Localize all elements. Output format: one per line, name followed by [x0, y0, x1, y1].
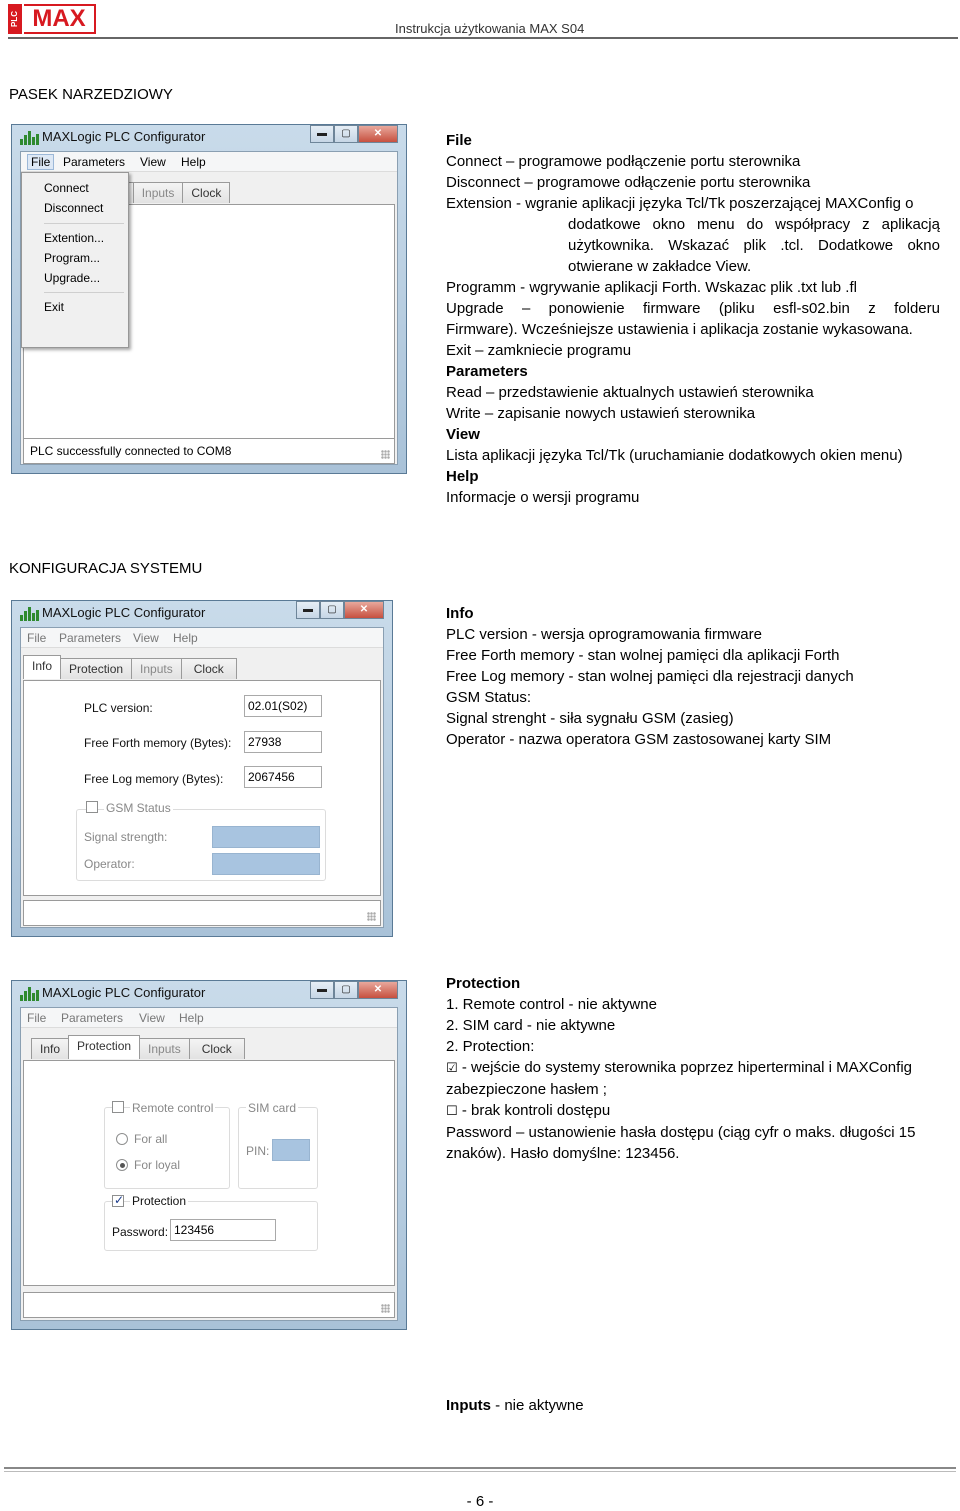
operator-label: Operator: [84, 857, 135, 871]
menu-parameters[interactable]: Parameters [59, 631, 122, 645]
inputs-description [446, 1395, 940, 1416]
tab-inputs[interactable]: Inputs [133, 182, 184, 203]
text-line [446, 1057, 940, 1079]
minimize-button[interactable]: ▬ [296, 601, 320, 619]
text-line: Read – przedstawienie aktualnych ustawień sterownika [446, 384, 814, 401]
menu-help[interactable]: Help [181, 155, 206, 169]
text-line: Free Forth memory - stan wolnej pamięci dla aplikacji Forth [446, 647, 840, 664]
for-loyal-label: For loyal [134, 1158, 181, 1172]
text-line: Lista aplikacji języka Tcl/Tk (uruchamianie dodatkowych okien menu) [446, 447, 903, 464]
pin-label: PIN: [246, 1144, 270, 1158]
text-line: Write – zapisanie nowych ustawień sterownika [446, 405, 756, 422]
configurator-window-info [11, 600, 393, 937]
status-text: PLC successfully connected to COM8 [30, 444, 232, 458]
app-icon [20, 987, 40, 1001]
text-line: Exit – zamkniecie programu [446, 342, 632, 359]
menu-parameters[interactable]: Parameters [63, 155, 126, 169]
for-all-label: For all [134, 1132, 168, 1146]
parameters-heading: Parameters [446, 363, 528, 380]
plc-version-field[interactable]: 02.01(S02) [244, 695, 322, 717]
text-line: zabezpieczone hasłem ; [446, 1081, 607, 1098]
empty-box-icon: ☐ [446, 1104, 458, 1119]
inputs-heading: Inputs [446, 1397, 491, 1414]
menu-item-program[interactable]: Program... [44, 251, 101, 265]
resize-grip-icon[interactable] [367, 912, 376, 921]
text-line: Operator - nazwa operatora GSM zastosowanej karty SIM [446, 731, 832, 748]
text-line: Disconnect – programowe odłączenie portu sterownika [446, 174, 811, 191]
window-title: MAXLogic PLC Configurator [42, 985, 206, 1000]
text-line: Password – ustanowienie hasła dostępu (ciąg cyfr o maks. długości 15 [446, 1124, 916, 1141]
plc-version-label: PLC version: [84, 701, 153, 715]
forth-memory-label: Free Forth memory (Bytes): [84, 736, 232, 750]
file-dropdown-menu [21, 172, 129, 348]
menu-file[interactable]: File [27, 1011, 47, 1025]
tab-clock[interactable]: Clock [182, 182, 230, 203]
tab-strip [31, 1038, 244, 1060]
page-header [0, 0, 960, 40]
section-title-config: KONFIGURACJA SYSTEMU [9, 560, 203, 577]
config-description [446, 603, 940, 750]
text-line: dodatkowe okno menu do współpracy z aplikacją [568, 216, 940, 233]
maximize-button[interactable]: ▢ [334, 981, 358, 999]
configurator-window-menu [11, 124, 407, 474]
remote-control-label: Remote control [132, 1101, 214, 1115]
for-all-radio[interactable] [116, 1133, 128, 1145]
gsm-status-label: GSM Status [106, 801, 171, 815]
remote-control-checkbox[interactable] [112, 1101, 124, 1113]
app-icon [20, 131, 40, 145]
tab-strip [117, 182, 229, 204]
menu-help[interactable]: Help [179, 1011, 204, 1025]
window-client [20, 627, 384, 928]
protection-heading: Protection [446, 975, 521, 992]
text-line: PLC version - wersja oprogramowania firmware [446, 626, 762, 643]
text-line: 2. Protection: [446, 1038, 535, 1055]
menu-view[interactable]: View [133, 631, 159, 645]
file-heading: File [446, 132, 472, 149]
menu-separator [44, 292, 124, 293]
info-tab-panel [23, 680, 381, 896]
menubar [21, 152, 397, 172]
maximize-button[interactable]: ▢ [320, 601, 344, 619]
pin-field[interactable] [272, 1139, 310, 1161]
status-bar [23, 1292, 395, 1318]
text-line: 2. SIM card - nie aktywne [446, 1017, 616, 1034]
text-line: znaków). Hasło domyślne: 123456. [446, 1145, 680, 1162]
window-client [20, 1007, 398, 1321]
menu-view[interactable]: View [139, 1011, 165, 1025]
menu-view[interactable]: View [140, 155, 166, 169]
menu-separator [44, 223, 124, 224]
window-titlebar [12, 125, 406, 151]
text-line: Extension - wgranie aplikacji języka Tcl/Tk poszerzającej MAXConfig o [446, 195, 914, 212]
tab-protection[interactable]: Protection [68, 1035, 140, 1059]
for-loyal-radio[interactable] [116, 1159, 128, 1171]
menu-file[interactable]: File [27, 631, 47, 645]
signal-strength-field[interactable] [212, 826, 320, 848]
tab-inputs[interactable]: Inputs [139, 1038, 190, 1059]
signal-strength-label: Signal strength: [84, 830, 168, 844]
window-client [20, 151, 398, 465]
close-button[interactable]: ✕ [344, 601, 384, 619]
menubar [21, 1008, 397, 1028]
gsm-status-checkbox[interactable] [86, 801, 98, 813]
operator-field[interactable] [212, 853, 320, 875]
text-line: Upgrade – ponowienie firmware (pliku esfl-s02.bin z folderu [446, 300, 940, 317]
log-memory-label: Free Log memory (Bytes): [84, 772, 224, 786]
forth-memory-field[interactable]: 27938 [244, 731, 322, 753]
menu-item-upgrade[interactable]: Upgrade... [44, 271, 101, 285]
app-icon [20, 607, 40, 621]
text-line: Informacje o wersji programu [446, 489, 640, 506]
text-line: Programm - wgrywanie aplikacji Forth. Wskazac plik .txt lub .fl [446, 279, 857, 296]
close-button[interactable]: ✕ [358, 981, 398, 999]
menu-item-extention[interactable]: Extention... [44, 231, 105, 245]
menu-file[interactable]: File [27, 154, 54, 170]
tab-inputs[interactable]: Inputs [131, 658, 182, 679]
inputs-status: - nie aktywne [491, 1397, 584, 1414]
password-label: Password: [112, 1225, 169, 1239]
menu-help[interactable]: Help [173, 631, 198, 645]
text-line: Free Log memory - stan wolnej pamięci dla rejestracji danych [446, 668, 854, 685]
menu-item-disconnect[interactable]: Disconnect [44, 201, 104, 215]
header-divider [8, 37, 958, 39]
tab-info[interactable]: Info [23, 655, 61, 679]
text-line [446, 1100, 940, 1122]
menu-item-exit[interactable]: Exit [44, 300, 65, 314]
info-heading: Info [446, 605, 474, 622]
text-fragment: - brak kontroli dostępu [457, 1102, 611, 1119]
resize-grip-icon[interactable] [381, 1304, 390, 1313]
plcmax-logo [8, 4, 96, 34]
password-field[interactable]: 123456 [170, 1219, 276, 1241]
text-line: Connect – programowe podłączenie portu sterownika [446, 153, 801, 170]
minimize-button[interactable]: ▬ [310, 981, 334, 999]
log-memory-field[interactable]: 2067456 [244, 766, 322, 788]
tab-protection[interactable]: Protection [60, 658, 132, 679]
checked-box-icon: ☑ [446, 1061, 458, 1076]
window-title: MAXLogic PLC Configurator [42, 129, 206, 144]
maximize-button[interactable]: ▢ [334, 125, 358, 143]
text-fragment: - wejście do systemy sterownika poprzez hiperterminal i MAXConfig [457, 1059, 912, 1076]
status-bar [23, 438, 395, 464]
help-heading: Help [446, 468, 479, 485]
menu-item-connect[interactable]: Connect [44, 181, 89, 195]
footer-divider [4, 1467, 956, 1469]
protection-label: Protection [132, 1194, 187, 1208]
menu-parameters[interactable]: Parameters [61, 1011, 124, 1025]
close-button[interactable]: ✕ [358, 125, 398, 143]
configurator-window-protection [11, 980, 407, 1330]
minimize-button[interactable]: ▬ [310, 125, 334, 143]
view-heading: View [446, 426, 480, 443]
menubar [21, 628, 383, 648]
tab-clock[interactable]: Clock [189, 1038, 245, 1059]
sim-card-label: SIM card [248, 1101, 297, 1115]
text-line: 1. Remote control - nie aktywne [446, 996, 657, 1013]
window-titlebar [12, 601, 392, 627]
footer-divider-thin [4, 1471, 956, 1472]
tab-clock[interactable]: Clock [181, 658, 237, 679]
text-line: GSM Status: [446, 689, 532, 706]
logo-max-text: MAX [24, 4, 96, 34]
tab-info[interactable]: Info [31, 1038, 69, 1059]
text-line: Firmware). Wcześniejsze ustawienia i aplikacja zostanie wykasowana. [446, 321, 913, 338]
window-titlebar [12, 981, 406, 1007]
protection-checkbox[interactable] [112, 1195, 124, 1207]
section-title-toolbar: PASEK NARZEDZIOWY [9, 86, 173, 103]
text-line: użytkownika. Wskazać plik .tcl. Dodatkowe okno [568, 237, 940, 254]
protection-description [446, 973, 940, 1164]
text-line: otwierane w zakładce View. [568, 258, 752, 275]
logo-plc-text: PLC [8, 4, 22, 34]
header-title: Instrukcja użytkowania MAX S04 [395, 21, 585, 36]
tab-strip [23, 658, 236, 680]
toolbar-description [446, 130, 940, 508]
page-number: - 6 - [466, 1493, 494, 1510]
text-line: Signal strenght - siła sygnału GSM (zasieg) [446, 710, 734, 727]
window-title: MAXLogic PLC Configurator [42, 605, 206, 620]
resize-grip-icon[interactable] [381, 450, 390, 459]
status-bar [23, 900, 381, 926]
protection-tab-panel [23, 1060, 395, 1286]
remote-control-group [104, 1107, 230, 1189]
